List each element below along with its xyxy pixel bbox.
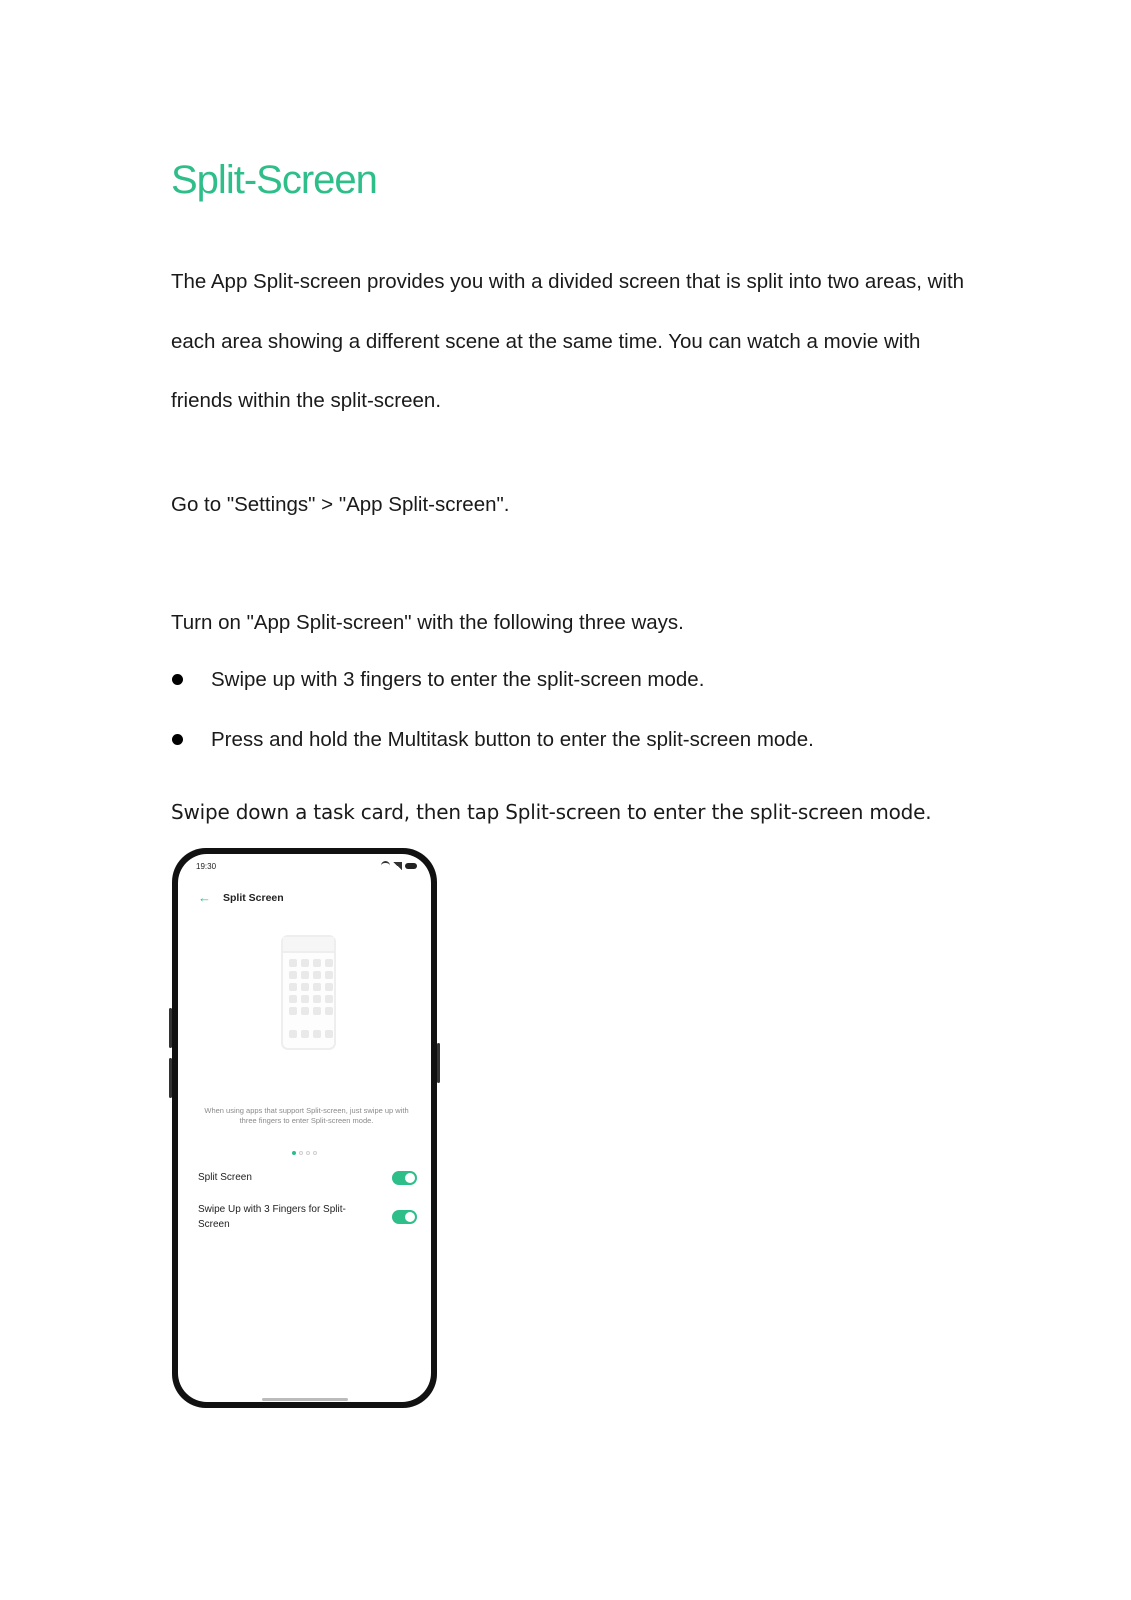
ways-intro: Turn on "App Split-screen" with the following three ways.: [171, 611, 684, 634]
intro-paragraph: The App Split-screen provides you with a divided screen that is split into two areas, with each area showing a different scene at the same time. You can watch a movie with friends within the split-screen.: [171, 270, 965, 412]
list-item: [171, 665, 991, 725]
signal-icon: [393, 862, 402, 870]
bullet-icon: [172, 734, 183, 745]
battery-icon: [405, 863, 417, 869]
screen-title: Split Screen: [223, 891, 284, 904]
volume-down-button: [169, 1058, 172, 1098]
three-finger-toggle[interactable]: [392, 1210, 417, 1224]
home-indicator[interactable]: [262, 1398, 348, 1401]
power-button: [437, 1043, 440, 1083]
volume-up-button: [169, 1008, 172, 1048]
page-dot: [313, 1151, 317, 1155]
phone-illustration: [281, 935, 336, 1050]
hint-text: When using apps that support Split-screen, just swipe up with three fingers to enter Split-screen mode.: [204, 1106, 409, 1125]
setting-row-split-screen: [198, 1170, 417, 1185]
back-arrow-icon[interactable]: ←: [198, 890, 211, 905]
illustration-status-bar: [283, 937, 334, 953]
page-dot: [306, 1151, 310, 1155]
wifi-icon: [381, 861, 390, 870]
page-indicator: [178, 1151, 431, 1155]
page-title: Split-Screen: [171, 158, 377, 202]
list-item-text: Press and hold the Multitask button to enter the split-screen mode.: [211, 728, 814, 751]
ways-list: [171, 665, 991, 785]
phone-screenshot: [172, 848, 437, 1408]
app-bar: [198, 890, 284, 905]
split-screen-toggle[interactable]: [392, 1171, 417, 1185]
bullet-icon: [172, 674, 183, 685]
settings-path: Go to "Settings" > "App Split-screen".: [171, 493, 510, 516]
illustration-app-grid: [289, 959, 333, 1015]
illustration-dock: [289, 1030, 333, 1038]
list-item-text: Swipe up with 3 fingers to enter the split-screen mode.: [211, 668, 705, 691]
setting-row-three-finger: [198, 1202, 417, 1232]
phone-screen: [178, 854, 431, 1402]
status-time: 19:30: [196, 862, 217, 871]
setting-label: Swipe Up with 3 Fingers for Split-Screen: [198, 1204, 346, 1230]
setting-label: Split Screen: [198, 1172, 252, 1183]
list-item: [171, 725, 991, 785]
page-dot-active: [292, 1151, 296, 1155]
status-icons: [381, 861, 417, 870]
third-way-text: Swipe down a task card, then tap Split-screen to enter the split-screen mode.: [171, 800, 932, 824]
page-dot: [299, 1151, 303, 1155]
